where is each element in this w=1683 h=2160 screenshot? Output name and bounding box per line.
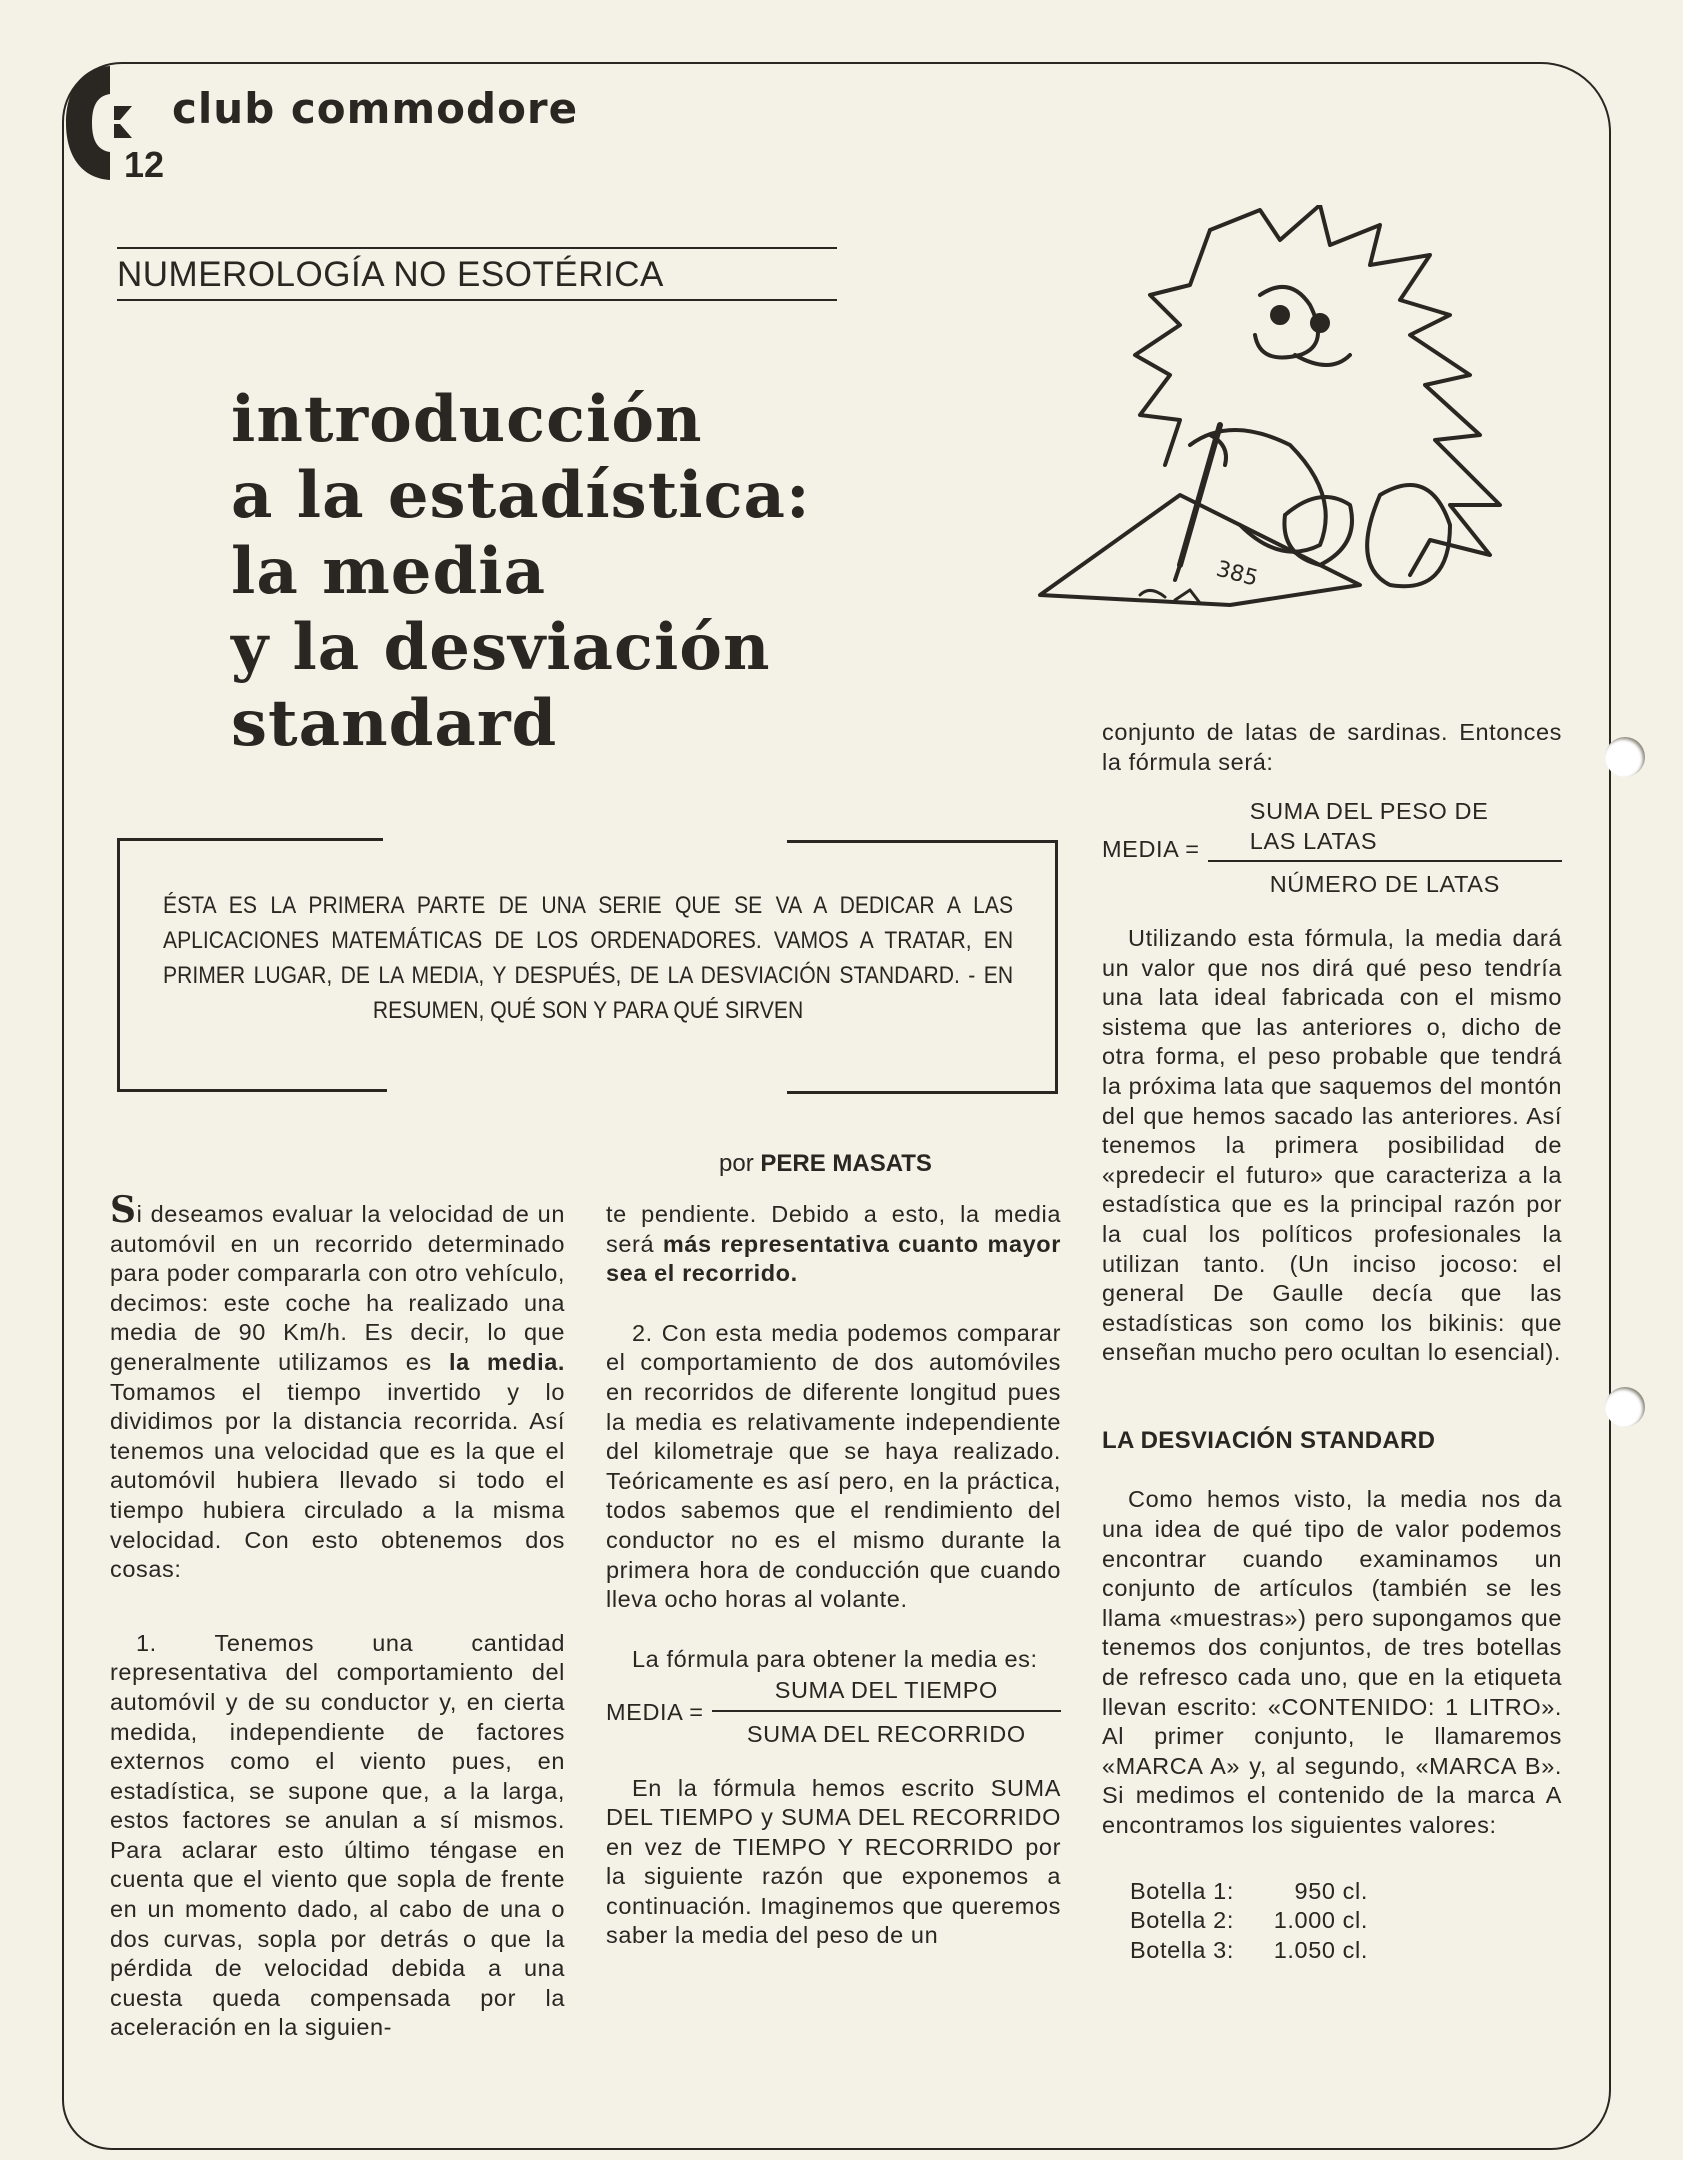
formula-denominator: SUMA DEL RECORRIDO bbox=[746, 1720, 1026, 1747]
intro-box bbox=[117, 838, 1057, 1092]
hairy-creature-illustration bbox=[1030, 205, 1560, 610]
intro-text: ÉSTA ES LA PRIMERA PARTE DE UNA SERIE QUE SE VA A DEDICAR A LAS APLICACIONES MATEMÁTICAS DE LOS ORDENADORES. VAMOS A TRATAR, EN PRIMER LUGAR, DE LA MEDIA, Y DESPUÉS, DE LA DESVIACIÓN STANDARD. - EN RESUMEN, QUÉ SON Y PARA QUÉ SIRVEN bbox=[163, 892, 1014, 1024]
paragraph: Utilizando esta fórmula, la media dará un valor que nos dirá qué peso tendría una lata ideal fabricada con el mismo sistema que las anteriores o, dicho de otra forma, el peso probable que tendrá la próxima lata que saquemos del montón del que hemos sacado las anteriores. Así tenemos la primera posibilidad de «predecir el futuro» que caracteriza a la estadística que es la principal razón por la cual los políticos profesionales la utilizan tanto. (Un inciso jocoso: el general De Gaulle decía que las estadísticas son como los bikinis: que enseñan mucho pero ocultan lo esencial). bbox=[1102, 924, 1562, 1366]
text: i deseamos evaluar la velocidad de un automóvil en un recorrido determinado para poder compararla con otro vehículo, decimos: este coche ha realizado una media de 90 Km/h. Es decir, lo que generalmente utilizamos es bbox=[110, 1201, 565, 1375]
column-1 bbox=[110, 1189, 565, 2043]
page-number: 12 bbox=[124, 144, 165, 185]
title-line: la media bbox=[231, 534, 547, 609]
title-line: introducción bbox=[231, 382, 703, 457]
column-3 bbox=[1102, 718, 1562, 1965]
paragraph: La fórmula para obtener la media es: bbox=[632, 1645, 1038, 1672]
bold-text: más representativa cuanto mayor sea el recorrido. bbox=[606, 1230, 1062, 1287]
section-label: NUMEROLOGÍA NO ESOTÉRICA bbox=[117, 247, 837, 301]
paragraph: Como hemos visto, la media nos da una idea de qué tipo de valor podemos encontrar cuando examinamos un conjunto de artículos (también se les llama «muestras») pero supongamos que tenemos dos conjuntos, de tres botellas de refresco cada uno, que en la etiqueta llevan escrito: «CONTENIDO: 1 LITRO». Al primer conjunto, le llamaremos «MARCA A» y, al segundo, «MARCA B». Si medimos el contenido de la marca A encontramos los siguientes valores: bbox=[1102, 1486, 1562, 1838]
formula-lhs: MEDIA = bbox=[606, 1699, 704, 1726]
bottle-value: 1.000 cl. bbox=[1273, 1907, 1368, 1934]
byline-prefix: por bbox=[719, 1150, 754, 1177]
bottle-value: 1.050 cl. bbox=[1273, 1936, 1368, 1963]
paragraph: 2. Con esta media podemos comparar el comportamiento de dos automóviles en recorridos de diferente longitud pues la media es relativamente independiente del kilometraje que se haya realizado. Teóricamente es así pero, en la práctica, todos sabemos que el rendimiento del conductor no es el mismo durante la primera hora de conducción que cuando lleva ocho horas al volante. bbox=[606, 1319, 1061, 1613]
formula-denominator: NÚMERO DE LATAS bbox=[1269, 871, 1500, 898]
bottle-row bbox=[1130, 1936, 1562, 1966]
punch-hole bbox=[1605, 737, 1645, 777]
title-line: standard bbox=[231, 686, 558, 761]
bottle-value: 950 cl. bbox=[1294, 1877, 1368, 1904]
magazine-brand: club commodore bbox=[172, 84, 579, 133]
byline bbox=[719, 1150, 932, 1178]
subheading: LA DESVIACIÓN STANDARD bbox=[1102, 1426, 1436, 1454]
text: Tomamos el tiempo invertido y lo dividimos por la distancia recorrida. Así tenemos una velocidad que es la que el automóvil hubiera llevado si todo el tiempo hubiera circulado a la misma velocidad. Con esto obtenemos dos cosas: bbox=[110, 1378, 565, 1583]
paragraph bbox=[110, 1189, 565, 1585]
bottle-row bbox=[1130, 1906, 1562, 1936]
drop-cap: S bbox=[110, 1189, 137, 1231]
article-title bbox=[231, 382, 811, 762]
paragraph: conjunto de latas de sardinas. Entonces la fórmula será: bbox=[1102, 719, 1562, 775]
title-line: a la estadística: bbox=[231, 458, 811, 533]
formula-lhs: MEDIA = bbox=[1102, 835, 1200, 862]
author-name: PERE MASATS bbox=[760, 1150, 932, 1177]
formula-numerator: SUMA DEL PESO DE LAS LATAS bbox=[1249, 798, 1489, 854]
title-line: y la desviación bbox=[231, 610, 771, 685]
paragraph bbox=[606, 1200, 1061, 1289]
paragraph: 1. Tenemos una cantidad representativa del comportamiento del automóvil y de su conductor y, en cierta medida, independiente de factores externos como el viento pues, en estadística, se supone que, a la larga, estos factores se anulan a sí mismos. Para aclarar esto último téngase en cuenta que el viento que sopla de frente en un momento dado, al cabo de una o dos curvas, sopla por detrás o que la pérdida de velocidad debida a una cuesta queda compensada por la aceleración en la siguien- bbox=[110, 1629, 565, 2041]
bottle-label: Botella 1: bbox=[1130, 1877, 1234, 1904]
punch-hole bbox=[1605, 1387, 1645, 1427]
formula-numerator: SUMA DEL TIEMPO bbox=[774, 1677, 998, 1704]
bottle-list bbox=[1102, 1877, 1562, 1966]
paragraph: En la fórmula hemos escrito SUMA DEL TIEMPO y SUMA DEL RECORRIDO en vez de TIEMPO Y RECORRIDO por la siguiente razón que exponemos a continuación. Imaginemos que queremos saber la media del peso de un bbox=[606, 1774, 1061, 1949]
scribble-text: 385 bbox=[1213, 556, 1261, 592]
column-2 bbox=[606, 1200, 1061, 1951]
bottle-row bbox=[1130, 1877, 1562, 1907]
formula-media-latas bbox=[1102, 797, 1562, 900]
formula-media-velocidad bbox=[606, 1676, 1061, 1749]
bold-text: la media. bbox=[448, 1348, 565, 1375]
bottle-label: Botella 3: bbox=[1130, 1936, 1234, 1963]
text: te pendiente. Debido a esto, la media será bbox=[606, 1201, 1061, 1257]
bottle-label: Botella 2: bbox=[1130, 1907, 1234, 1934]
